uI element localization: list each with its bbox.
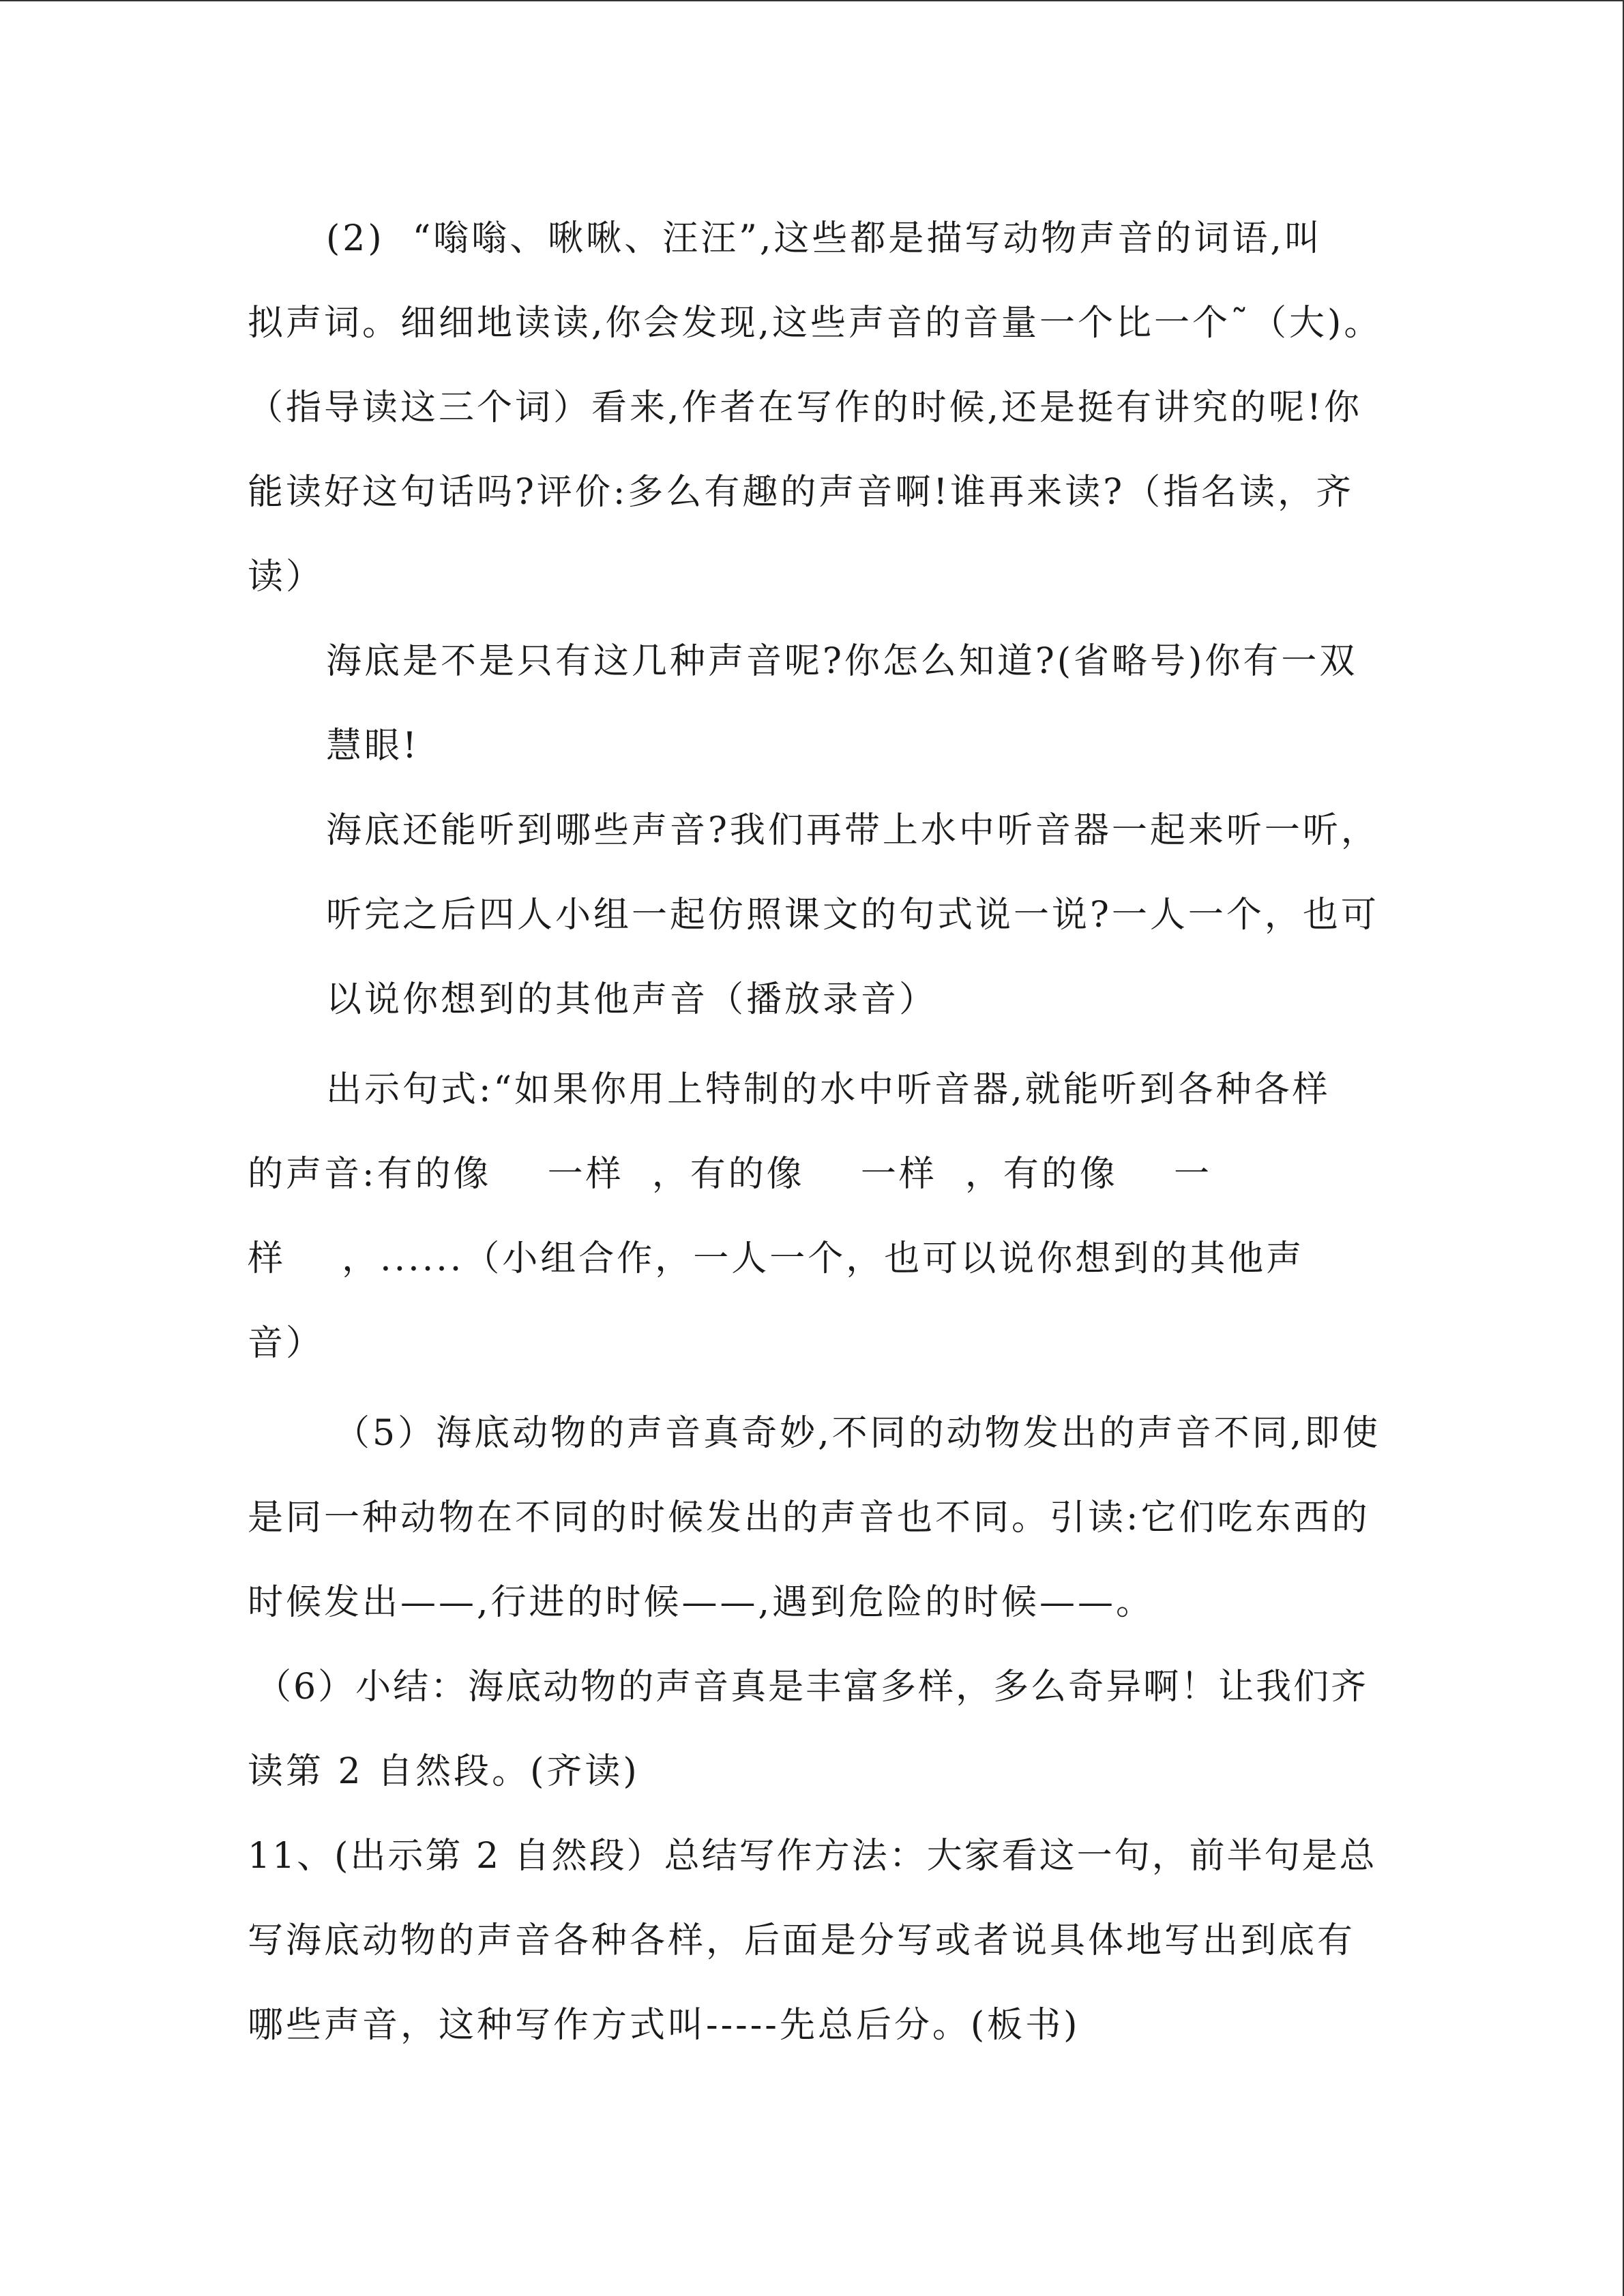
paragraph-line: 以说你想到的其他声音（播放录音） — [326, 979, 938, 1020]
paragraph-line: 能读好这句话吗?评价:多么有趣的声音啊!谁再来读?（指名读，齐 — [248, 472, 1355, 513]
paragraph-line: 读第 2 自然段。(齐读) — [248, 1751, 640, 1792]
paragraph-line: （指导读这三个词）看来,作者在写作的时候,还是挺有讲究的呢!你 — [248, 387, 1362, 428]
paragraph-line: （6）小结：海底动物的声音真是丰富多样，多么奇异啊！让我们齐 — [256, 1667, 1369, 1708]
paragraph-line: 哪些声音，这种写作方式叫-----先总后分。(板书) — [248, 2005, 1080, 2046]
paragraph-line: 写海底动物的声音各种各样，后面是分写或者说具体地写出到底有 — [248, 1920, 1356, 1961]
paragraph-line: （5）海底动物的声音真奇妙,不同的动物发出的声音不同,即使 — [334, 1413, 1381, 1454]
paragraph-line: 海底还能听到哪些声音?我们再带上水中听音器一起来听一听， — [326, 810, 1379, 851]
paragraph-line: 出示句式:“如果你用上特制的水中听音器,就能听到各种各样 — [326, 1069, 1331, 1110]
paragraph-line: 海底是不是只有这几种声音呢?你怎么知道?(省略号)你有一双 — [326, 641, 1358, 682]
paragraph-line: 读） — [248, 556, 325, 597]
paragraph-line: 时候发出——,行进的时候——,遇到危险的时候——。 — [248, 1582, 1155, 1623]
paragraph-line: 慧眼! — [326, 726, 419, 766]
paragraph-line: 的声音:有的像 一样 ，有的像 一样 ，有的像 一 — [248, 1154, 1212, 1195]
paragraph-line: 是同一种动物在不同的时候发出的声音也不同。引读:它们吃东西的 — [248, 1497, 1370, 1538]
paragraph-line: 样 ，......（小组合作，一人一个，也可以说你想到的其他声 — [248, 1238, 1305, 1279]
paragraph-line: 拟声词。细细地读读,你会发现,这些声音的音量一个比一个˜（大)。 — [248, 303, 1383, 344]
paragraph-line: 听完之后四人小组一起仿照课文的句式说一说?一人一个，也可 — [326, 895, 1379, 936]
paragraph-line: 音） — [248, 1323, 325, 1364]
paragraph-line: 11、(出示第 2 自然段）总结写作方法：大家看这一句，前半句是总 — [248, 1836, 1377, 1877]
paragraph-line: (2) “嗡嗡、啾啾、汪汪”,这些都是描写动物声音的词语,叫 — [326, 218, 1323, 259]
